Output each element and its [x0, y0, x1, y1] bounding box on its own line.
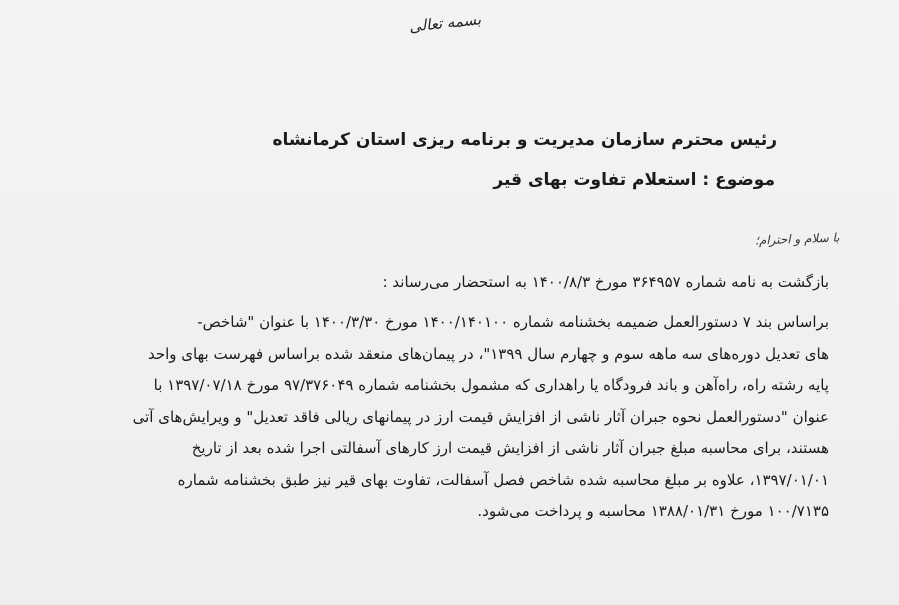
body-line: ۱۳۹۷/۰۱/۰۱، علاوه بر مبلغ محاسبه شده شاخص فصل آسفالت، تفاوت بهای قیر نیز طبق بخشنامه شماره: [177, 470, 829, 489]
body-line: ۱۰۰/۷۱۳۵ مورخ ۱۳۸۸/۰۱/۳۱ محاسبه و پرداخت می‌شود.: [477, 502, 829, 520]
body-line: پایه رشته راه، راه‌آهن و باند فرودگاه یا راهداری که مشمول بخشنامه شماره ۹۷/۳۷۶۰۴۹ مورخ ۱۳۹۷/۰۷/۱۸ با: [153, 376, 829, 394]
body-line: های تعدیل دوره‌های سه ماهه سوم و چهارم سال ۱۳۹۹"، در پیمان‌های منعقد شده براساس فهرست بهای واحد: [147, 344, 829, 363]
subject-line: موضوع : استعلام تفاوت بهای قیر: [493, 170, 775, 190]
body-line: عنوان "دستورالعمل نحوه جبران آثار ناشی از افزایش قیمت ارز در پیمانهای ریالی فاقد تعدیل" و ویرایش‌های آتی: [132, 407, 829, 426]
recipient-line: رئیس محترم سازمان مدیریت و برنامه ریزی استان کرمانشاه: [272, 130, 777, 150]
body-line: براساس بند ۷ دستورالعمل ضمیمه بخشنامه شماره ۱۴۰۰/۱۴۰۱۰۰ مورخ ۱۴۰۰/۳/۳۰ با عنوان "شاخص-: [197, 313, 829, 331]
body-line: هستند، برای محاسبه مبلغ جبران آثار ناشی از افزایش قیمت ارز کارهای آسفالتی اجرا شده بعد از تاریخ: [191, 439, 829, 457]
invocation-heading: بسمه تعالی: [408, 10, 482, 36]
body-paragraph: [60, 307, 829, 528]
body-intro: بازگشت به نامه شماره ۳۶۴۹۵۷ مورخ ۱۴۰۰/۸/۳ به استحضار می‌رساند :: [382, 273, 829, 291]
salutation: با سلام و احترام؛: [754, 230, 840, 248]
